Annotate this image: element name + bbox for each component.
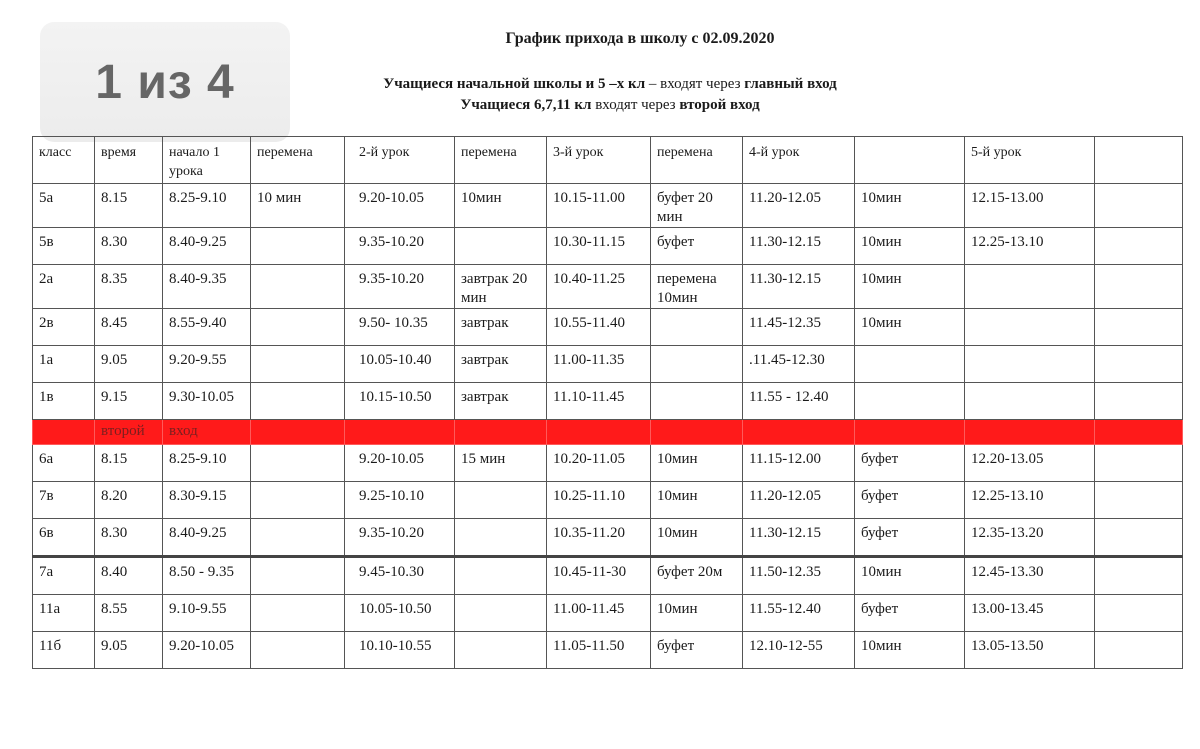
table-cell: 3-й урок (547, 137, 651, 184)
table-cell: 11.30-12.15 (743, 228, 855, 265)
table-cell: 9.20-10.05 (163, 632, 251, 669)
table-cell: буфет (855, 445, 965, 482)
table-cell (455, 482, 547, 519)
table-cell: 10мин (855, 184, 965, 228)
table-row (33, 265, 1183, 309)
table-cell (1095, 184, 1183, 228)
table-cell: 8.30 (95, 519, 163, 557)
table-cell (855, 383, 965, 420)
table-cell: 8.15 (95, 184, 163, 228)
table-cell: 10.15-10.50 (345, 383, 455, 420)
table-cell: завтрак (455, 309, 547, 346)
table-cell: перемена (251, 137, 345, 184)
table-cell: 8.35 (95, 265, 163, 309)
schedule-table (32, 136, 1183, 669)
table-row (33, 595, 1183, 632)
schedule-title: График прихода в школу с 02.09.2020 (505, 30, 775, 47)
table-cell: 12.45-13.30 (965, 557, 1095, 595)
subtitle-1-entrance: главный вход (744, 76, 837, 92)
table-cell: 9.20-9.55 (163, 346, 251, 383)
table-cell (1095, 632, 1183, 669)
page-counter-badge: 1 из 4 (40, 22, 290, 142)
table-cell: 10.35-11.20 (547, 519, 651, 557)
table-cell: 2а (33, 265, 95, 309)
divider-cell (855, 420, 965, 445)
table-cell (651, 309, 743, 346)
table-cell: 10.25-11.10 (547, 482, 651, 519)
table-cell (455, 519, 547, 557)
table-header-row (33, 137, 1183, 184)
divider-cell (251, 420, 345, 445)
table-cell (651, 383, 743, 420)
table-cell: 9.35-10.20 (345, 519, 455, 557)
table-cell (1095, 265, 1183, 309)
table-row (33, 346, 1183, 383)
table-cell: 6а (33, 445, 95, 482)
table-cell: 11.05-11.50 (547, 632, 651, 669)
table-cell: 9.30-10.05 (163, 383, 251, 420)
table-cell (1095, 557, 1183, 595)
table-cell (251, 346, 345, 383)
table-cell: 12.25-13.10 (965, 482, 1095, 519)
table-cell: 12.15-13.00 (965, 184, 1095, 228)
table-cell: 9.50- 10.35 (345, 309, 455, 346)
table-row (33, 632, 1183, 669)
table-cell: 9.20-10.05 (345, 445, 455, 482)
table-cell: 1а (33, 346, 95, 383)
table-cell: 5-й урок (965, 137, 1095, 184)
table-cell (651, 346, 743, 383)
table-cell: 10мин (855, 228, 965, 265)
table-cell: 10мин (651, 595, 743, 632)
table-row (33, 482, 1183, 519)
table-cell: буфет (855, 519, 965, 557)
table-cell (251, 482, 345, 519)
table-cell: 5в (33, 228, 95, 265)
table-cell: 8.30-9.15 (163, 482, 251, 519)
table-cell: 9.45-10.30 (345, 557, 455, 595)
table-row (33, 309, 1183, 346)
table-cell: 15 мин (455, 445, 547, 482)
table-cell (855, 137, 965, 184)
table-cell: перемена 10мин (651, 265, 743, 309)
table-row (33, 228, 1183, 265)
table-cell: 8.40-9.25 (163, 228, 251, 265)
table-cell: 11.50-12.35 (743, 557, 855, 595)
subtitle-2-entrance: второй вход (679, 97, 760, 113)
table-cell: буфет (651, 632, 743, 669)
table-cell: .11.45-12.30 (743, 346, 855, 383)
table-cell: 11.20-12.05 (743, 184, 855, 228)
table-cell: 10.20-11.05 (547, 445, 651, 482)
second-entrance-divider (33, 420, 1183, 445)
table-cell: 11.10-11.45 (547, 383, 651, 420)
table-cell (251, 383, 345, 420)
table-cell: 9.10-9.55 (163, 595, 251, 632)
table-cell (455, 557, 547, 595)
table-cell: 10.55-11.40 (547, 309, 651, 346)
table-cell: 11а (33, 595, 95, 632)
table-cell: 9.35-10.20 (345, 228, 455, 265)
table-cell (455, 228, 547, 265)
table-cell: 13.00-13.45 (965, 595, 1095, 632)
table-row (33, 519, 1183, 557)
subtitle-2-group: Учащиеся 6,7,11 кл (460, 97, 592, 113)
table-cell (1095, 445, 1183, 482)
divider-cell (743, 420, 855, 445)
table-cell: 11.00-11.35 (547, 346, 651, 383)
table-cell: 11б (33, 632, 95, 669)
table-cell: 8.20 (95, 482, 163, 519)
table-cell: 10мин (855, 265, 965, 309)
table-cell: буфет (855, 482, 965, 519)
subtitle-1-verb: – входят через (645, 76, 745, 92)
table-cell: 8.55-9.40 (163, 309, 251, 346)
table-cell: 10.05-10.40 (345, 346, 455, 383)
divider-cell (651, 420, 743, 445)
table-cell: завтрак 20 мин (455, 265, 547, 309)
table-row (33, 383, 1183, 420)
table-cell: перемена (455, 137, 547, 184)
table-cell: 11.15-12.00 (743, 445, 855, 482)
table-cell: 8.55 (95, 595, 163, 632)
table-cell: 12.20-13.05 (965, 445, 1095, 482)
table-cell: 2-й урок (345, 137, 455, 184)
table-cell: 5а (33, 184, 95, 228)
table-cell: 8.30 (95, 228, 163, 265)
table-cell (1095, 519, 1183, 557)
table-cell (855, 346, 965, 383)
table-cell: начало 1 урока (163, 137, 251, 184)
table-cell (251, 557, 345, 595)
table-cell: 10мин (855, 632, 965, 669)
table-cell (1095, 228, 1183, 265)
table-cell: класс (33, 137, 95, 184)
table-cell (965, 383, 1095, 420)
table-cell: 9.05 (95, 632, 163, 669)
table-cell (251, 632, 345, 669)
table-cell: 11.20-12.05 (743, 482, 855, 519)
table-cell: 12.35-13.20 (965, 519, 1095, 557)
table-cell: буфет (651, 228, 743, 265)
divider-cell (1095, 420, 1183, 445)
table-cell: 8.45 (95, 309, 163, 346)
table-cell: буфет 20м (651, 557, 743, 595)
table-cell: 7в (33, 482, 95, 519)
subtitle-1-group: Учащиеся начальной школы и 5 –х кл (383, 76, 646, 92)
table-cell: 11.30-12.15 (743, 265, 855, 309)
table-cell: 1в (33, 383, 95, 420)
table-cell (965, 346, 1095, 383)
table-cell: 8.25-9.10 (163, 445, 251, 482)
table-cell: 10 мин (251, 184, 345, 228)
table-cell: время (95, 137, 163, 184)
divider-cell (965, 420, 1095, 445)
subtitle-2-verb: входят через (591, 97, 680, 113)
table-cell: 10мин (651, 445, 743, 482)
divider-cell (455, 420, 547, 445)
table-row (33, 557, 1183, 595)
table-cell (1095, 595, 1183, 632)
table-cell: 11.30-12.15 (743, 519, 855, 557)
table-cell: буфет 20 мин (651, 184, 743, 228)
table-cell (1095, 309, 1183, 346)
subtitle-main-entrance (260, 76, 960, 93)
table-cell (965, 265, 1095, 309)
divider-cell (33, 420, 95, 445)
table-cell: 12.10-12-55 (743, 632, 855, 669)
schedule-table-body (33, 137, 1183, 669)
table-cell: 9.25-10.10 (345, 482, 455, 519)
table-cell: 7а (33, 557, 95, 595)
table-row (33, 184, 1183, 228)
divider-cell: вход (163, 420, 251, 445)
table-cell: перемена (651, 137, 743, 184)
table-cell: 10мин (855, 557, 965, 595)
table-cell: буфет (855, 595, 965, 632)
table-cell: завтрак (455, 383, 547, 420)
table-cell: 10.05-10.50 (345, 595, 455, 632)
table-cell (455, 595, 547, 632)
table-cell: 10мин (455, 184, 547, 228)
table-cell: 10.15-11.00 (547, 184, 651, 228)
table-cell (965, 309, 1095, 346)
table-cell: 10.40-11.25 (547, 265, 651, 309)
table-cell (1095, 482, 1183, 519)
table-cell (1095, 346, 1183, 383)
table-cell: 8.25-9.10 (163, 184, 251, 228)
table-cell: 8.40-9.25 (163, 519, 251, 557)
table-cell: 9.15 (95, 383, 163, 420)
table-cell: 11.55 - 12.40 (743, 383, 855, 420)
table-cell: 8.40 (95, 557, 163, 595)
table-cell: 9.35-10.20 (345, 265, 455, 309)
table-cell: 10.30-11.15 (547, 228, 651, 265)
table-cell: 12.25-13.10 (965, 228, 1095, 265)
table-cell: 8.15 (95, 445, 163, 482)
table-cell: 11.45-12.35 (743, 309, 855, 346)
subtitle-second-entrance (260, 97, 960, 114)
divider-cell: второй (95, 420, 163, 445)
table-cell: 8.50 - 9.35 (163, 557, 251, 595)
table-cell: 4-й урок (743, 137, 855, 184)
table-cell (251, 595, 345, 632)
table-cell: 8.40-9.35 (163, 265, 251, 309)
table-cell (251, 445, 345, 482)
table-cell: 10мин (855, 309, 965, 346)
table-cell (251, 309, 345, 346)
table-cell (251, 265, 345, 309)
table-cell: 13.05-13.50 (965, 632, 1095, 669)
table-cell: 10.10-10.55 (345, 632, 455, 669)
divider-cell (547, 420, 651, 445)
table-cell (251, 519, 345, 557)
table-cell: 2в (33, 309, 95, 346)
table-cell: 10мин (651, 482, 743, 519)
table-cell: 9.05 (95, 346, 163, 383)
table-cell (251, 228, 345, 265)
table-cell: 6в (33, 519, 95, 557)
table-cell: завтрак (455, 346, 547, 383)
table-cell: 9.20-10.05 (345, 184, 455, 228)
divider-cell (345, 420, 455, 445)
table-cell: 10.45-11-30 (547, 557, 651, 595)
table-cell: 10мин (651, 519, 743, 557)
table-cell (1095, 383, 1183, 420)
table-cell: 11.00-11.45 (547, 595, 651, 632)
table-row (33, 445, 1183, 482)
table-cell (1095, 137, 1183, 184)
table-cell: 11.55-12.40 (743, 595, 855, 632)
table-cell (455, 632, 547, 669)
